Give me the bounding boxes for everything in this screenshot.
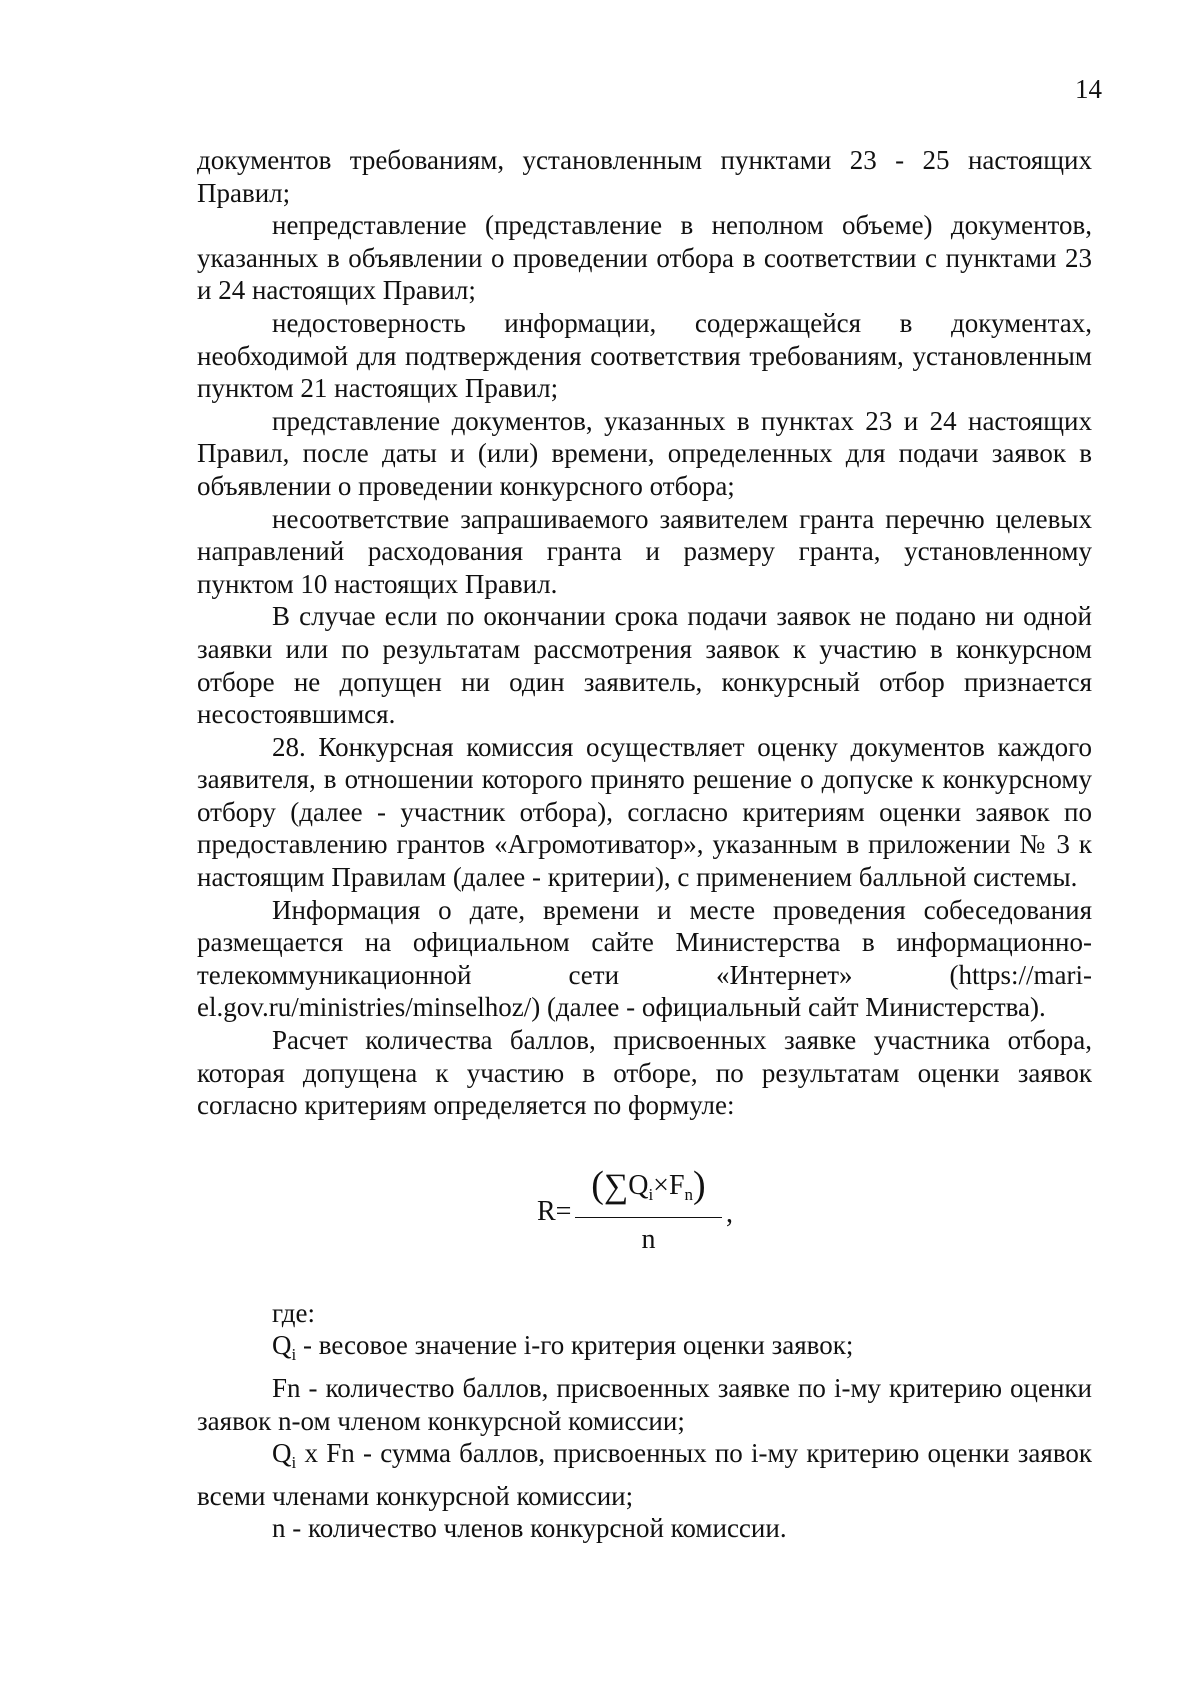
- formula-times: ×: [653, 1169, 669, 1201]
- formula-paren-close: ): [693, 1163, 706, 1206]
- where-label: где:: [272, 1297, 315, 1328]
- paragraph-interview-info: Информация о дате, времени и месте проведения собеседования размещается на официальном сайте Министерства в информационно-телекоммуникационной сети «Интернет» (https://mari-el.gov.ru/ministries/minselhoz/) (далее - официальный сайт Министерства).: [197, 894, 1092, 1023]
- definition-qixfn-symbol: Q: [272, 1438, 292, 1469]
- formula-comma: ,: [726, 1197, 733, 1229]
- document-body: [197, 144, 1092, 1545]
- definition-qi-text: - весовое значение i-го критерия оценки заявок;: [296, 1330, 854, 1361]
- page-number: 14: [1075, 74, 1102, 104]
- formula-f-subscript: n: [684, 1184, 694, 1204]
- definition-n: n - количество членов конкурсной комиссии.: [272, 1513, 787, 1544]
- definition-qi-subscript: i: [291, 1345, 297, 1365]
- definition-qixfn: [197, 1437, 1092, 1512]
- formula-q: Q: [628, 1169, 649, 1201]
- formula-denominator: n: [641, 1224, 656, 1256]
- formula-f: F: [668, 1169, 685, 1201]
- formula-fraction: [575, 1163, 722, 1263]
- definition-fn: Fn - количество баллов, присвоенных заявке по i-му критерию оценки заявок n-ом членом конкурсной комиссии;: [197, 1373, 1092, 1436]
- formula-paren-open: (: [591, 1163, 604, 1206]
- formula-lhs: R=: [537, 1195, 572, 1227]
- paragraph-score-calculation: Расчет количества баллов, присвоенных заявке участника отбора, которая допущена к участию в отборе, по результатам оценки заявок согласно критериям определяется по формуле:: [197, 1025, 1092, 1121]
- definition-qixfn-subscript: i: [291, 1453, 297, 1473]
- paragraph-grant-mismatch: несоответствие запрашиваемого заявителем гранта перечню целевых направлений расходования гранта и размеру гранта, установленному пунктом 10 настоящих Правил.: [197, 503, 1092, 599]
- formula-q-subscript: i: [648, 1184, 654, 1204]
- paragraph-continuation: документов требованиям, установленным пунктами 23 - 25 настоящих Правил;: [197, 145, 1092, 208]
- formula-block: [197, 1132, 1092, 1297]
- paragraph-clause-28: 28. Конкурсная комиссия осуществляет оценку документов каждого заявителя, в отношении которого принято решение о допуске к конкурсному отбору (далее - участник отбора), согласно критериям оценки заявок по предоставлению грантов «Агромотиватор», указанным в приложении № 3 к настоящим Правилам (далее - критерии), с применением балльной системы.: [197, 731, 1092, 893]
- paragraph-late-submission: представление документов, указанных в пунктах 23 и 24 настоящих Правил, после даты и (или) времени, определенных для подачи заявок в объявлении о проведении конкурсного отбора;: [197, 405, 1092, 501]
- definition-qi-symbol: Q: [272, 1330, 292, 1361]
- paragraph-nonsubmission: непредставление (представление в неполном объеме) документов, указанных в объявлении о проведении отбора в соответствии с пунктами 23 и 24 настоящих Правил;: [197, 210, 1092, 306]
- paragraph-failed-selection: В случае если по окончании срока подачи заявок не подано ни одной заявки или по результатам рассмотрения заявок к участию в конкурсном отборе не допущен ни один заявитель, конкурсный отбор признается несостоявшимся.: [197, 601, 1092, 730]
- definition-qixfn-text: x Fn - сумма баллов, присвоенных по i-му критерию оценки заявок всеми членами конкурсной комиссии;: [197, 1438, 1092, 1511]
- sigma-symbol: ∑: [603, 1167, 629, 1205]
- formula-numerator: [575, 1163, 722, 1214]
- definition-qi: [197, 1329, 1092, 1372]
- paragraph-unreliable-info: недостоверность информации, содержащейся в документах, необходимой для подтверждения соответствия требованиям, установленным пунктом 21 настоящих Правил;: [197, 307, 1092, 404]
